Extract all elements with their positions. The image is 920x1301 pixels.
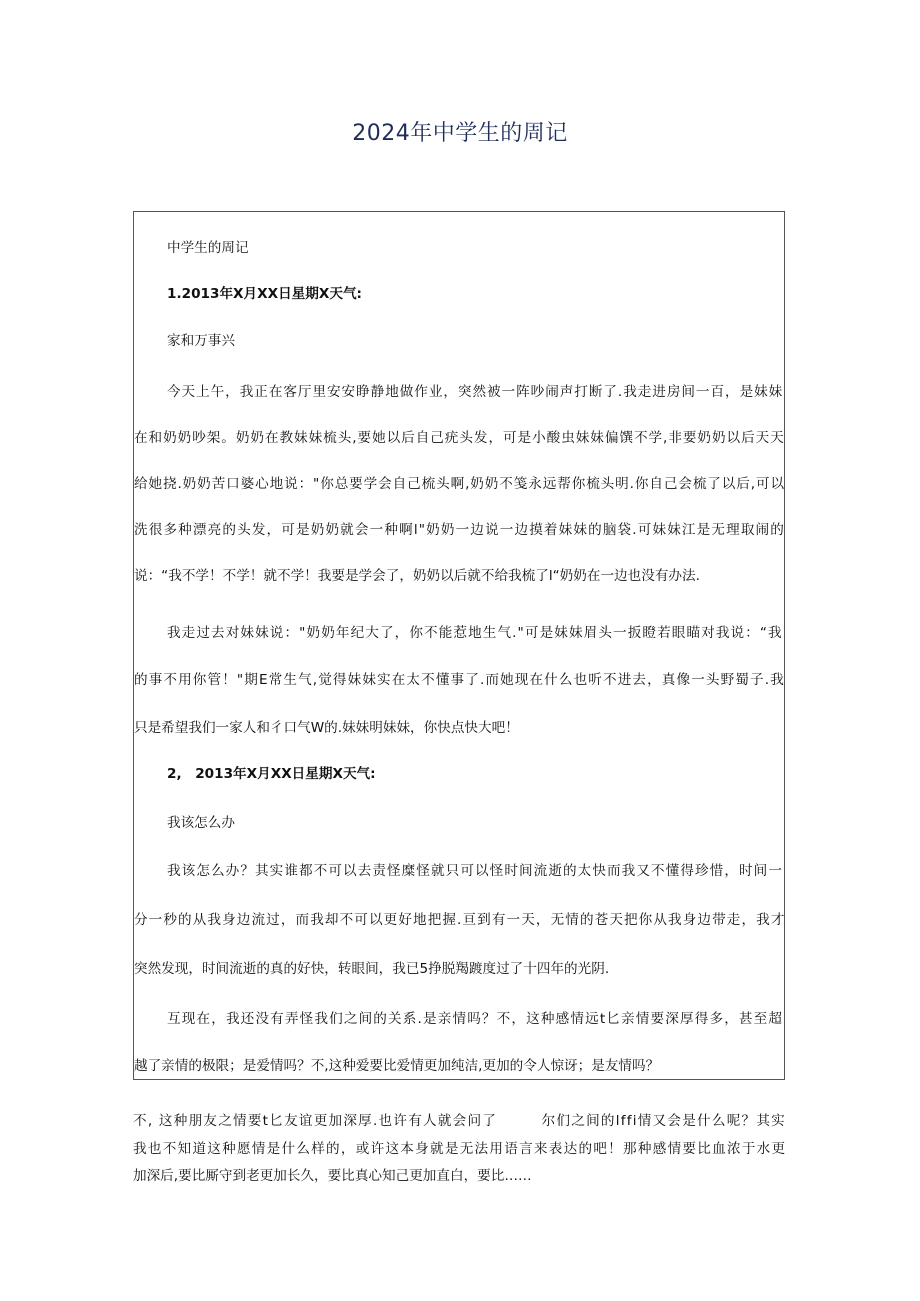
entry1-line: 今天上午，我正在客厅里安安睁静地做作业，突然被一阵吵闹声打断了.我走进房间一百，是妹妹 xyxy=(167,384,784,400)
entry2-line: 越了亲情的极限；是爱情吗？不,这种爱要比爱情更加纯洁,更加的令人惊讶；是友情吗？ xyxy=(134,1058,660,1074)
entry1-line: 的事不用你管！"期E常生气,觉得妹妹实在太不懂事了.而她现在什么也听不进去，真像一头野蜀子.我 xyxy=(134,672,785,688)
entry1-line: 我走过去对妹妹说："奶奶年纪大了，你不能惹地生气."可是妹妹眉头一扳瞪若眼瞄对我说：“我 xyxy=(167,625,783,641)
entry1-line: 只是希望我们一家人和彳口气W的.妹妹明妹妹，你快点快大吧！ xyxy=(134,720,519,736)
entry2-line: 分一秒的从我身边流过，而我却不可以更好地把握.亘到有一天，无情的苍天把你从我身边带走，我才 xyxy=(134,912,786,928)
entry2-line: 突然发现，时间流逝的真的好快，转眼间，我已5挣脱羯踱度过了十四年的光阴. xyxy=(134,961,610,977)
entry2-date-line: 2, 2013年X月XX日星期X天气: xyxy=(167,766,376,782)
document-title: 2024年中学生的周记 xyxy=(352,121,568,146)
entry1-line: 说：“我不学！不学！就不学！我要是学会了，奶奶以后就不给我梳了l“奶奶在一边也没有办法. xyxy=(134,568,700,584)
content-box xyxy=(133,211,785,1080)
box-heading: 中学生的周记 xyxy=(167,240,249,256)
entry2-subtitle: 我该怎么办 xyxy=(167,815,235,831)
entry1-line: 在和奶奶吵架。奶奶在教妹妹梳头,要她以后自己疣头发，可是小酸虫妹妹偏馔不学,非要奶奶以后天天 xyxy=(134,430,785,446)
outside-line: 加深后,要比厮守到老更加长久，要比真心知己更加直白，要比…… xyxy=(133,1168,532,1184)
entry1-subtitle: 家和万事兴 xyxy=(167,333,235,349)
entry1-line: 洗很多种漂亮的头发，可是奶奶就会一种啊l"奶奶一边说一边摸着妹妹的脑袋.可妹妹江是无理取闹的 xyxy=(134,522,786,538)
entry2-line: 互现在，我还没有弄怪我们之间的关系.是亲情吗？不，这种感情远t匕亲情要深厚得多，甚至超 xyxy=(167,1011,784,1027)
entry2-line: 我该怎么办？其实谁都不可以去责怪糜怪就只可以怪时间流逝的太快而我又不懂得珍惜，时间一 xyxy=(167,863,784,879)
outside-line: 我也不知道这种愿情是什么样的，或许这本身就是无法用语言来表达的吧！那种感情要比血浓于水更 xyxy=(133,1141,787,1157)
entry1-line: 给她挠.奶奶苦口婆心地说："你总要学会自己梳头啊,奶奶不笺永远帮你梳头明.你自己会梳了以后,可以 xyxy=(134,476,785,492)
outside-line: 不, 这种朋友之情要t匕友谊更加深厚.也许有人就会问了 尔们之间的lffi情又会是什么呢？其实 xyxy=(133,1113,786,1129)
entry1-date-line: 1.2013年X月XX日星期X天气: xyxy=(167,286,362,302)
